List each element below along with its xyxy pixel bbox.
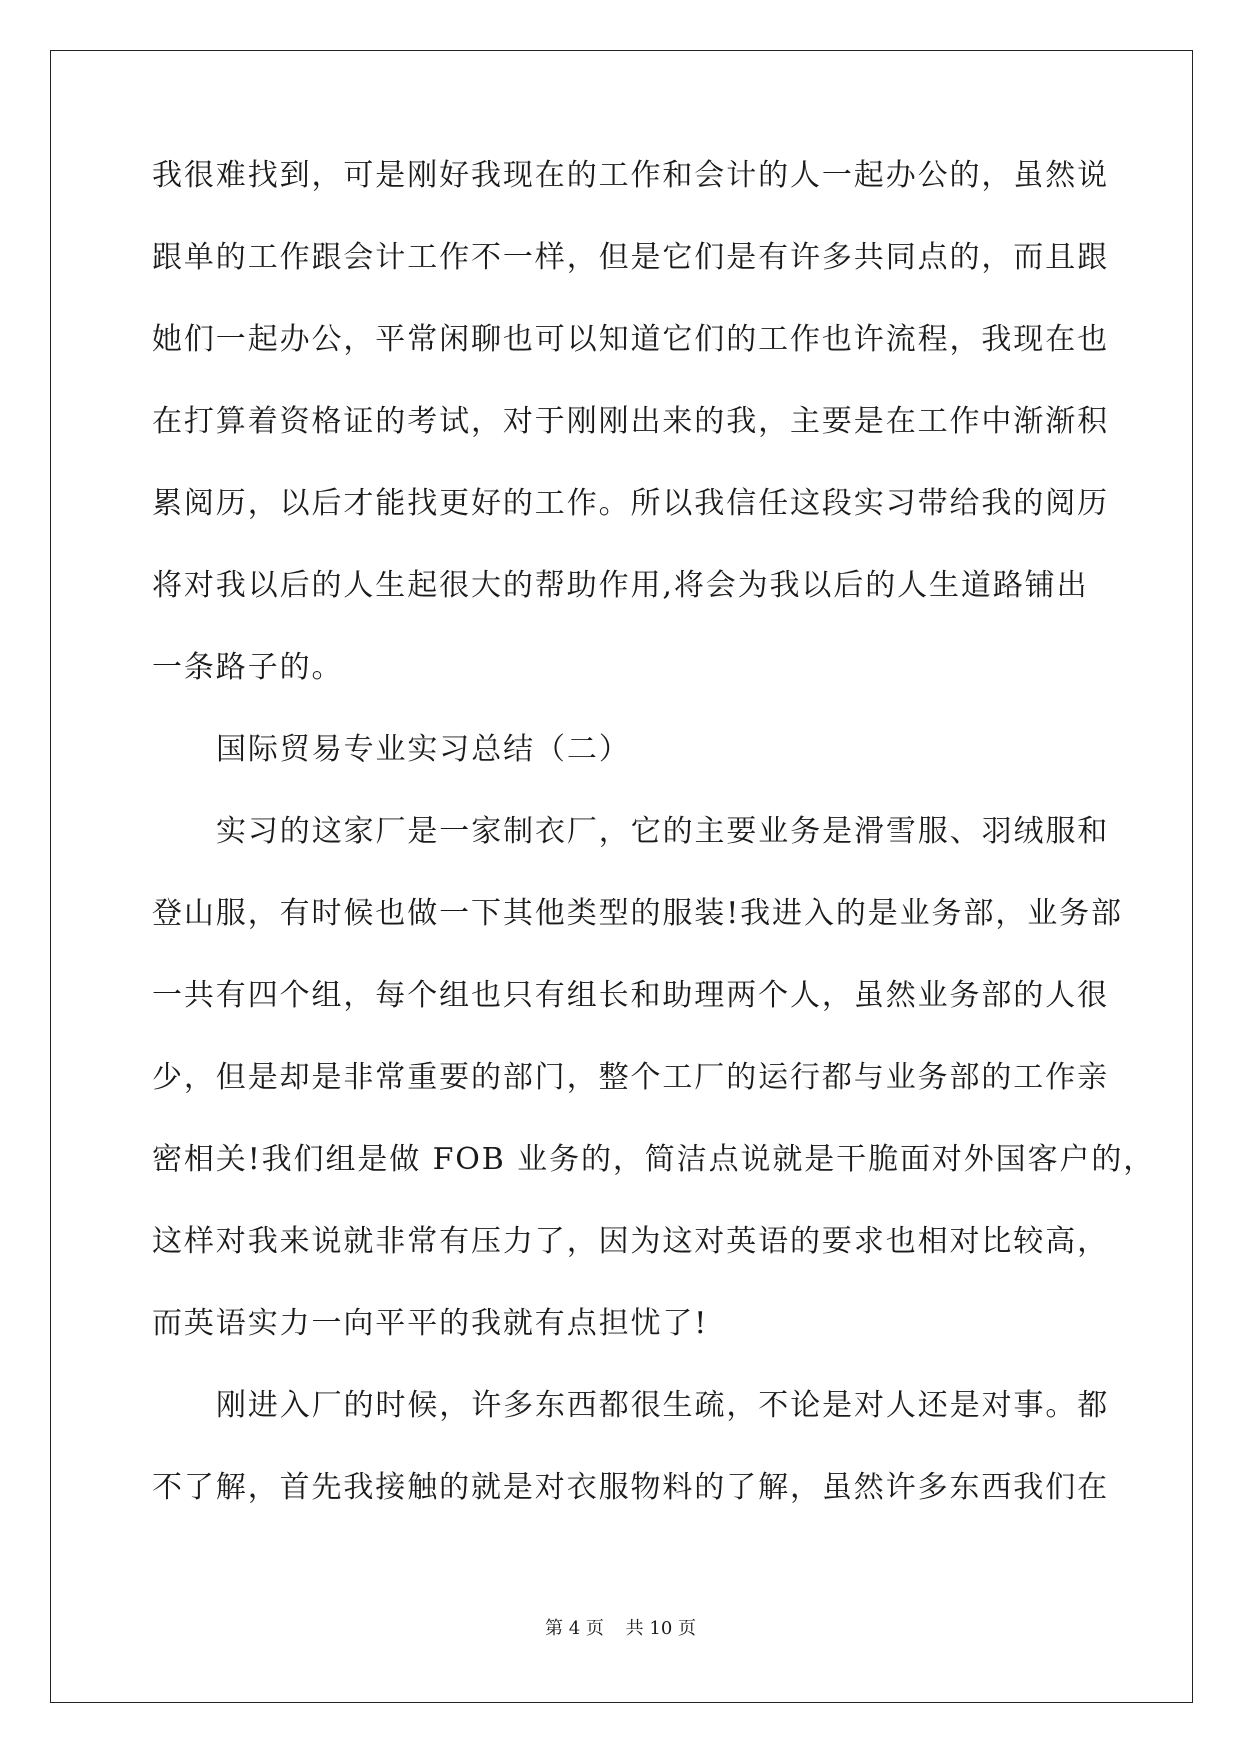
text-line: 在打算着资格证的考试，对于刚刚出来的我，主要是在工作中渐渐积: [152, 404, 1109, 439]
text-line: 累阅历，以后才能找更好的工作。所以我信任这段实习带给我的阅历: [152, 486, 1109, 521]
text-line: 跟单的工作跟会计工作不一样，但是它们是有许多共同点的，而且跟: [152, 240, 1109, 275]
page-total: 共 10 页: [625, 1618, 696, 1639]
text-line: 一共有四个组，每个组也只有组长和助理两个人，虽然业务部的人很: [152, 978, 1109, 1013]
text-line: 我很难找到，可是刚好我现在的工作和会计的人一起办公的，虽然说: [152, 158, 1109, 193]
text-line: 少，但是却是非常重要的部门，整个工厂的运行都与业务部的工作亲: [152, 1060, 1109, 1095]
text-line: 一条路子的。: [152, 650, 344, 685]
text-line: 这样对我来说就非常有压力了，因为这对英语的要求也相对比较高，: [152, 1224, 1109, 1259]
text-line: 而英语实力一向平平的我就有点担忧了!: [152, 1306, 709, 1341]
text-line: 刚进入厂的时候，许多东西都很生疏，不论是对人还是对事。都: [216, 1388, 1110, 1423]
text-line: 不了解，首先我接触的就是对衣服物料的了解，虽然许多东西我们在: [152, 1470, 1109, 1505]
page-footer: [0, 1614, 1241, 1640]
section-heading: 国际贸易专业实习总结（二）: [216, 732, 631, 767]
text-line: 将对我以后的人生起很大的帮助作用,将会为我以后的人生道路铺出: [152, 568, 1089, 603]
page-number: 第 4 页: [545, 1618, 604, 1639]
document-body: [152, 158, 1156, 1552]
text-line: 密相关!我们组是做 FOB 业务的，简洁点说就是干脆面对外国客户的，: [152, 1142, 1156, 1177]
text-line: 登山服，有时候也做一下其他类型的服装!我进入的是业务部，业务部: [152, 896, 1123, 931]
text-line: 她们一起办公，平常闲聊也可以知道它们的工作也许流程，我现在也: [152, 322, 1109, 357]
text-line: 实习的这家厂是一家制衣厂，它的主要业务是滑雪服、羽绒服和: [216, 814, 1110, 849]
